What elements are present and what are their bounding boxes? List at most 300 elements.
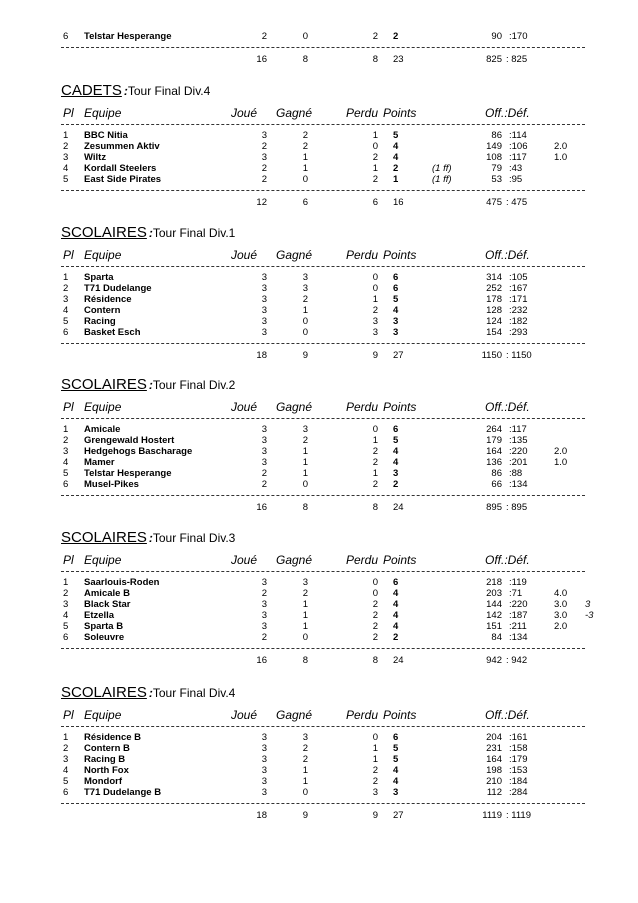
lost-cell: 1 (372, 163, 378, 174)
offense-cell: 53 (491, 174, 502, 185)
team-name-cell: Sparta B (84, 621, 124, 632)
won-cell: 1 (302, 599, 308, 610)
place-cell: 3 (63, 152, 69, 163)
place-cell: 5 (63, 174, 69, 185)
section-title (61, 376, 235, 394)
defense-cell: :43 (509, 163, 523, 174)
dashed-divider (61, 124, 585, 125)
points-cell: 5 (393, 743, 399, 754)
section-title (61, 684, 235, 702)
team-name-cell: Saarlouis-Roden (84, 577, 160, 588)
played-cell: 2 (261, 632, 267, 643)
place-cell: 5 (63, 621, 69, 632)
offense-cell: 204 (486, 732, 502, 743)
team-name-cell: East Side Pirates (84, 174, 162, 185)
points-cell: 6 (393, 424, 399, 435)
total-offense: 1119 (482, 810, 502, 821)
team-name-cell: Mondorf (84, 776, 122, 787)
lost-cell: 3 (372, 787, 378, 798)
place-cell: 2 (63, 283, 69, 294)
tiebreak-extra-cell: 3 (585, 599, 591, 610)
defense-cell: :284 (509, 787, 528, 798)
header-played: Joué (231, 248, 258, 262)
place-cell: 2 (63, 743, 69, 754)
lost-cell: 2 (372, 457, 378, 468)
played-cell: 3 (261, 754, 267, 765)
table-row (0, 316, 638, 327)
dashed-divider (61, 648, 585, 649)
dashed-divider (61, 418, 585, 419)
lost-cell: 0 (372, 283, 378, 294)
offense-cell: 84 (491, 632, 502, 643)
played-cell: 2 (261, 163, 267, 174)
section-title-colon: : (148, 686, 153, 700)
points-cell: 5 (393, 435, 399, 446)
team-name-cell: Soleuvre (84, 632, 125, 643)
header-place: Pl (63, 248, 74, 262)
played-cell: 3 (261, 457, 267, 468)
total-played: 18 (256, 810, 267, 821)
won-cell: 1 (302, 457, 308, 468)
total-defense: : 825 (506, 54, 528, 65)
points-cell: 3 (393, 327, 399, 338)
total-lost: 9 (372, 810, 378, 821)
won-cell: 1 (302, 163, 308, 174)
points-cell: 6 (393, 272, 399, 283)
totals-row (0, 54, 638, 65)
forfeit-note: (1 ff) (432, 174, 452, 185)
total-played: 18 (256, 350, 267, 361)
lost-cell: 2 (372, 446, 378, 457)
header-won: Gagné (276, 248, 313, 262)
team-name-cell: T71 Dudelange B (84, 787, 162, 798)
defense-cell: :153 (509, 765, 528, 776)
total-points: 27 (393, 350, 404, 361)
offense-cell: 264 (486, 424, 502, 435)
played-cell: 3 (261, 294, 267, 305)
place-cell: 1 (63, 424, 69, 435)
won-cell: 1 (302, 765, 308, 776)
lost-cell: 2 (372, 305, 378, 316)
lost-cell: 2 (372, 776, 378, 787)
won-cell: 0 (302, 327, 308, 338)
table-row (0, 163, 638, 174)
place-cell: 1 (63, 130, 69, 141)
team-name-cell: Telstar Hesperange (84, 468, 172, 479)
team-name-cell: Racing (84, 316, 116, 327)
section-title (61, 529, 235, 547)
place-cell: 3 (63, 446, 69, 457)
team-name-cell: North Fox (84, 765, 129, 776)
points-cell: 2 (393, 632, 399, 643)
team-name-cell: Mamer (84, 457, 115, 468)
place-cell: 4 (63, 163, 69, 174)
offense-cell: 154 (486, 327, 502, 338)
team-name-cell: Wiltz (84, 152, 107, 163)
header-points: Points (383, 553, 417, 567)
header-won: Gagné (276, 106, 313, 120)
dashed-divider (61, 47, 585, 48)
offense-cell: 124 (486, 316, 502, 327)
table-row (0, 305, 638, 316)
offense-cell: 231 (486, 743, 502, 754)
points-cell: 5 (393, 294, 399, 305)
table-row (0, 787, 638, 798)
table-row (0, 130, 638, 141)
points-cell: 6 (393, 732, 399, 743)
table-row (0, 588, 638, 599)
defense-cell: :211 (509, 621, 527, 632)
team-name-cell: BBC Nitia (84, 130, 128, 141)
played-cell: 3 (261, 743, 267, 754)
totals-row (0, 350, 638, 361)
table-row (0, 621, 638, 632)
defense-cell: :158 (509, 743, 528, 754)
lost-cell: 1 (372, 435, 378, 446)
offense-cell: 252 (486, 283, 502, 294)
table-row (0, 424, 638, 435)
header-team: Equipe (84, 400, 122, 414)
total-won: 8 (302, 502, 308, 513)
offense-cell: 178 (486, 294, 502, 305)
table-row (0, 446, 638, 457)
lost-cell: 0 (372, 141, 378, 152)
points-cell: 3 (393, 787, 399, 798)
total-lost: 6 (372, 197, 378, 208)
won-cell: 3 (302, 272, 308, 283)
total-offense: 475 (486, 197, 502, 208)
section-category: CADETS (61, 82, 122, 99)
header-lost: Perdu (346, 248, 379, 262)
points-cell: 3 (393, 316, 399, 327)
lost-cell: 2 (372, 31, 378, 42)
team-name-cell: Black Star (84, 599, 131, 610)
played-cell: 2 (261, 468, 267, 479)
place-cell: 6 (63, 632, 69, 643)
total-points: 24 (393, 502, 404, 513)
place-cell: 6 (63, 327, 69, 338)
points-cell: 4 (393, 305, 399, 316)
column-header-row (0, 553, 638, 567)
place-cell: 6 (63, 31, 69, 42)
total-offense: 825 (486, 54, 502, 65)
played-cell: 3 (261, 435, 267, 446)
header-place: Pl (63, 400, 74, 414)
table-row (0, 754, 638, 765)
place-cell: 4 (63, 305, 69, 316)
tiebreak-cell: 1.0 (554, 152, 568, 163)
lost-cell: 3 (372, 327, 378, 338)
won-cell: 3 (302, 577, 308, 588)
place-cell: 5 (63, 468, 69, 479)
total-played: 16 (256, 54, 267, 65)
defense-cell: :220 (509, 599, 528, 610)
points-cell: 4 (393, 152, 399, 163)
points-cell: 6 (393, 283, 399, 294)
place-cell: 1 (63, 577, 69, 588)
points-cell: 1 (393, 174, 399, 185)
place-cell: 3 (63, 754, 69, 765)
team-name-cell: Racing B (84, 754, 126, 765)
tiebreak-cell: 2.0 (554, 446, 568, 457)
won-cell: 2 (302, 435, 308, 446)
total-won: 9 (302, 810, 308, 821)
header-lost: Perdu (346, 553, 379, 567)
played-cell: 3 (261, 732, 267, 743)
table-row (0, 765, 638, 776)
played-cell: 2 (261, 479, 267, 490)
header-points: Points (383, 106, 417, 120)
lost-cell: 2 (372, 479, 378, 490)
team-name-cell: T71 Dudelange (84, 283, 152, 294)
offense-cell: 314 (486, 272, 502, 283)
header-points: Points (383, 400, 417, 414)
defense-cell: :170 (509, 31, 528, 42)
total-played: 12 (256, 197, 267, 208)
header-place: Pl (63, 708, 74, 722)
section-category: SCOLAIRES (61, 224, 147, 241)
played-cell: 3 (261, 446, 267, 457)
points-cell: 6 (393, 577, 399, 588)
total-won: 6 (302, 197, 308, 208)
played-cell: 2 (261, 174, 267, 185)
lost-cell: 2 (372, 152, 378, 163)
place-cell: 2 (63, 588, 69, 599)
header-off-def: Off.:Déf. (485, 106, 530, 120)
total-lost: 8 (372, 54, 378, 65)
played-cell: 3 (261, 283, 267, 294)
table-row (0, 599, 638, 610)
header-off-def: Off.:Déf. (485, 400, 530, 414)
dashed-divider (61, 343, 585, 344)
offense-cell: 198 (486, 765, 502, 776)
total-defense: : 1150 (506, 350, 532, 361)
table-row (0, 152, 638, 163)
section-title (61, 224, 235, 242)
total-played: 16 (256, 655, 267, 666)
lost-cell: 2 (372, 174, 378, 185)
played-cell: 3 (261, 577, 267, 588)
place-cell: 5 (63, 316, 69, 327)
team-name-cell: Sparta (84, 272, 114, 283)
table-row (0, 283, 638, 294)
place-cell: 4 (63, 457, 69, 468)
place-cell: 3 (63, 599, 69, 610)
team-name-cell: Amicale B (84, 588, 130, 599)
total-defense: : 1119 (506, 810, 532, 821)
points-cell: 4 (393, 610, 399, 621)
lost-cell: 0 (372, 732, 378, 743)
place-cell: 6 (63, 787, 69, 798)
total-offense: 895 (486, 502, 502, 513)
section-category: SCOLAIRES (61, 684, 147, 701)
points-cell: 3 (393, 468, 399, 479)
table-row (0, 31, 638, 42)
total-defense: : 475 (506, 197, 528, 208)
lost-cell: 3 (372, 316, 378, 327)
lost-cell: 1 (372, 743, 378, 754)
header-played: Joué (231, 106, 258, 120)
offense-cell: 128 (486, 305, 502, 316)
team-name-cell: Amicale (84, 424, 121, 435)
total-lost: 8 (372, 655, 378, 666)
defense-cell: :167 (509, 283, 528, 294)
played-cell: 3 (261, 327, 267, 338)
table-row (0, 732, 638, 743)
table-row (0, 272, 638, 283)
defense-cell: :171 (509, 294, 528, 305)
played-cell: 3 (261, 787, 267, 798)
offense-cell: 66 (491, 479, 502, 490)
won-cell: 0 (302, 316, 308, 327)
won-cell: 3 (302, 283, 308, 294)
header-team: Equipe (84, 106, 122, 120)
section-subtitle: Tour Final Div.3 (152, 531, 236, 545)
defense-cell: :134 (509, 632, 528, 643)
dashed-divider (61, 571, 585, 572)
header-team: Equipe (84, 553, 122, 567)
points-cell: 2 (393, 163, 399, 174)
won-cell: 0 (302, 479, 308, 490)
won-cell: 1 (302, 468, 308, 479)
table-row (0, 776, 638, 787)
forfeit-note: (1 ff) (432, 163, 452, 174)
team-name-cell: Telstar Hesperange (84, 31, 172, 42)
won-cell: 0 (302, 632, 308, 643)
totals-row (0, 197, 638, 208)
team-name-cell: Résidence (84, 294, 132, 305)
table-row (0, 327, 638, 338)
section-title-colon: : (148, 378, 153, 392)
defense-cell: :201 (509, 457, 528, 468)
total-won: 9 (302, 350, 308, 361)
section-title-colon: : (148, 531, 153, 545)
header-lost: Perdu (346, 708, 379, 722)
offense-cell: 218 (486, 577, 502, 588)
header-place: Pl (63, 106, 74, 120)
dashed-divider (61, 726, 585, 727)
totals-row (0, 810, 638, 821)
offense-cell: 203 (486, 588, 502, 599)
header-points: Points (383, 708, 417, 722)
section-subtitle: Tour Final Div.4 (127, 84, 211, 98)
played-cell: 2 (261, 588, 267, 599)
defense-cell: :135 (509, 435, 528, 446)
offense-cell: 149 (486, 141, 502, 152)
dashed-divider (61, 495, 585, 496)
tiebreak-cell: 2.0 (554, 621, 568, 632)
lost-cell: 0 (372, 588, 378, 599)
tiebreak-cell: 4.0 (554, 588, 568, 599)
offense-cell: 164 (486, 754, 502, 765)
offense-cell: 112 (486, 787, 502, 798)
totals-row (0, 655, 638, 666)
tiebreak-cell: 2.0 (554, 141, 568, 152)
defense-cell: :95 (509, 174, 523, 185)
section-subtitle: Tour Final Div.2 (152, 378, 236, 392)
column-header-row (0, 106, 638, 120)
played-cell: 3 (261, 305, 267, 316)
offense-cell: 86 (491, 130, 502, 141)
defense-cell: :119 (509, 577, 527, 588)
defense-cell: :105 (509, 272, 528, 283)
tiebreak-extra-cell: -3 (585, 610, 594, 621)
played-cell: 3 (261, 610, 267, 621)
offense-cell: 151 (486, 621, 502, 632)
table-row (0, 610, 638, 621)
lost-cell: 2 (372, 765, 378, 776)
place-cell: 3 (63, 294, 69, 305)
header-lost: Perdu (346, 400, 379, 414)
total-defense: : 895 (506, 502, 528, 513)
place-cell: 2 (63, 141, 69, 152)
team-name-cell: Contern B (84, 743, 130, 754)
table-row (0, 294, 638, 305)
points-cell: 4 (393, 446, 399, 457)
table-row (0, 468, 638, 479)
table-row (0, 479, 638, 490)
defense-cell: :232 (509, 305, 528, 316)
lost-cell: 2 (372, 632, 378, 643)
offense-cell: 144 (486, 599, 502, 610)
lost-cell: 2 (372, 621, 378, 632)
won-cell: 2 (302, 743, 308, 754)
total-lost: 8 (372, 502, 378, 513)
won-cell: 2 (302, 754, 308, 765)
header-lost: Perdu (346, 106, 379, 120)
played-cell: 2 (261, 31, 267, 42)
tiebreak-cell: 1.0 (554, 457, 568, 468)
total-won: 8 (302, 655, 308, 666)
table-row (0, 743, 638, 754)
header-off-def: Off.:Déf. (485, 248, 530, 262)
table-row (0, 435, 638, 446)
section-title-colon: : (148, 226, 153, 240)
dashed-divider (61, 803, 585, 804)
points-cell: 5 (393, 130, 399, 141)
place-cell: 4 (63, 610, 69, 621)
total-points: 27 (393, 810, 404, 821)
played-cell: 2 (261, 141, 267, 152)
column-header-row (0, 708, 638, 722)
section-category: SCOLAIRES (61, 376, 147, 393)
offense-cell: 210 (486, 776, 502, 787)
header-won: Gagné (276, 708, 313, 722)
defense-cell: :184 (509, 776, 528, 787)
defense-cell: :114 (509, 130, 527, 141)
defense-cell: :161 (509, 732, 528, 743)
header-played: Joué (231, 553, 258, 567)
points-cell: 4 (393, 588, 399, 599)
won-cell: 2 (302, 130, 308, 141)
place-cell: 4 (63, 765, 69, 776)
column-header-row (0, 400, 638, 414)
lost-cell: 2 (372, 599, 378, 610)
offense-cell: 179 (486, 435, 502, 446)
won-cell: 1 (302, 610, 308, 621)
won-cell: 1 (302, 305, 308, 316)
defense-cell: :187 (509, 610, 528, 621)
header-points: Points (383, 248, 417, 262)
header-won: Gagné (276, 400, 313, 414)
total-defense: : 942 (506, 655, 528, 666)
offense-cell: 136 (486, 457, 502, 468)
team-name-cell: Basket Esch (84, 327, 141, 338)
total-points: 16 (393, 197, 404, 208)
won-cell: 1 (302, 152, 308, 163)
tiebreak-cell: 3.0 (554, 599, 568, 610)
tiebreak-cell: 3.0 (554, 610, 568, 621)
